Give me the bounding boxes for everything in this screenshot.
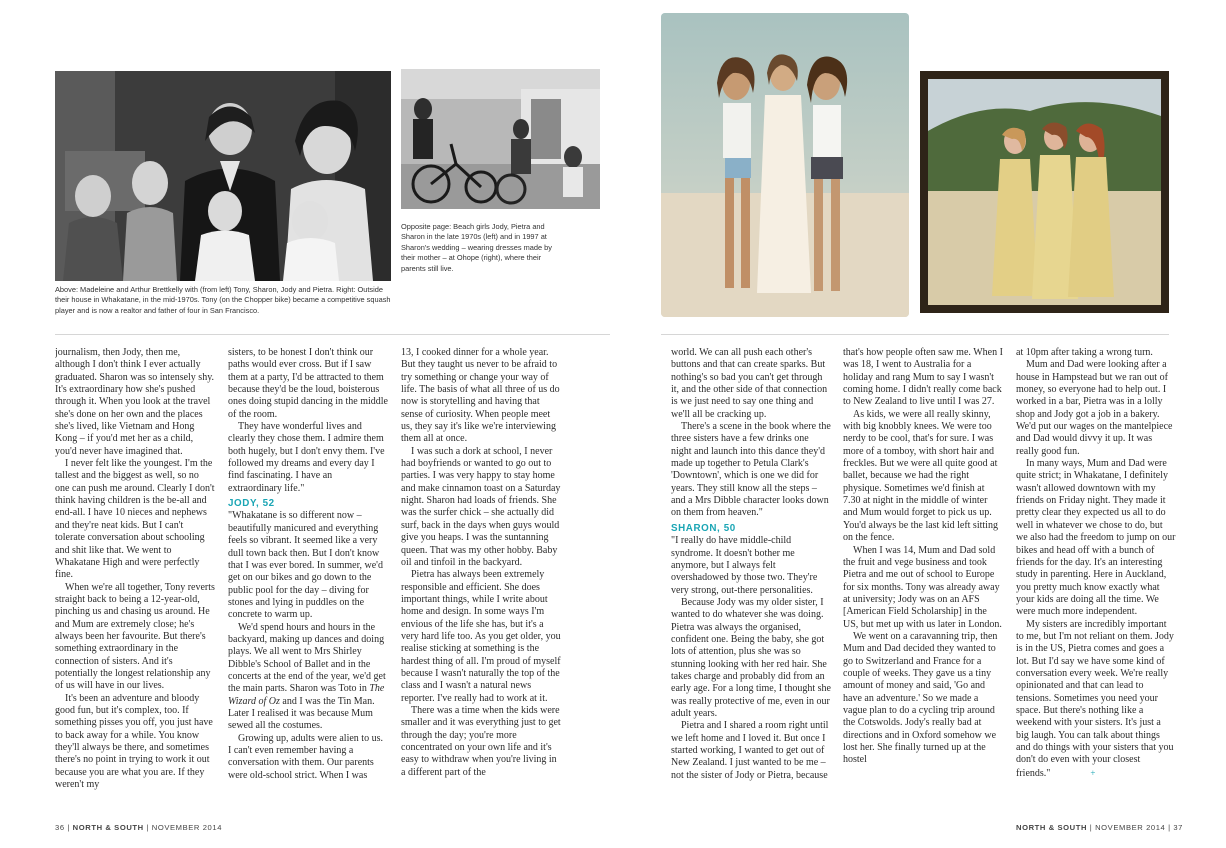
issue-date: NOVEMBER 2014 — [1095, 823, 1166, 832]
paragraph: journalism, then Jody, then me, although I don't think I ever actually graduated. Sharon was so intensely shy. It's extraordinary how she's pushed through it. When you look at the travel she's done on her own and the places she's lived, like Vietnam and Hong Kong – if you'd met her as a child, you'd never have imagined that. — [55, 347, 215, 457]
paragraph: 13, I cooked dinner for a whole year. But they taught us never to be afraid to try something or change your way of life. The basis of what all three of us do now is storytelling and having that sense of curiosity. When people meet us, they say it's like we're interviewing them all at once. — [401, 347, 560, 445]
end-mark-icon: + — [1090, 767, 1096, 778]
sharon-section-heading: SHARON, 50 — [671, 522, 736, 534]
paragraph: We went on a caravanning trip, then Mum and Dad decided they wanted to go to Switzerland and France for a couple of weeks. They gave us a tiny amount of money and said, 'Go and have an adventure.' So we made a vague plan to do a cycling trip around the Cotswolds. Jody's really bad at directions and in Oxford somehow we lost her. She finally turned up at the hostel — [843, 630, 998, 766]
paragraph: Pietra has always been extremely responsible and efficient. She does important things, while I write about home and design. In some ways I'm envious of the life she has, but it's a very hard life too. As you get older, you realise sticking at something is the hardest thing of all. I'm proud of myself because I wasn't naturally the top of the class and I wasn't a natural news reporter. I've really had to work at it. — [401, 569, 561, 704]
paragraph: When I was 14, Mum and Dad sold the fruit and vege business and took Pietra and me out of school to Europe for six months. Tony was already away at university; Jody was on an AFS [American Field Scholarship] in the US, but met up with us later in London. — [843, 544, 1002, 630]
paragraph: Because Jody was my older sister, I wanted to do whatever she was doing. Pietra was always the organised, confident one. Being the baby, she got lots of attention, plus she was so stunning looking with her red hair. She takes charge and probably did from an early age. For a long time, I thought she was really protective of me, even in our adult years. — [671, 596, 831, 719]
issue-date: NOVEMBER 2014 — [151, 823, 223, 832]
right-folio: NORTH & SOUTH | NOVEMBER 2014 | 37 — [1016, 823, 1184, 832]
paragraph: I never felt like the youngest. I'm the tallest and the biggest as well, so no one can push me around. Clearly I don't think having children is the be-all and end-all. I have 10 nieces and nephews and they're neat kids. But I can't tolerate conversation about schooling and shit like that. We went to Whakatane High and were perfectly fine. — [55, 458, 215, 581]
right-page-rule — [661, 334, 1169, 335]
paragraph: My sisters are incredibly important to me, but I'm not reliant on them. Jody is in the US, Pietra comes and goes a lot. But I'd say we have some kind of conversation every week. We're really opinionated and that can lead to tensions. Sometimes you need your space. But there's nothing like a weekend with your sisters. It's just a big laugh. You can talk about things and do things with your sisters that you don't do even with your closest friends." + — [1016, 618, 1174, 779]
left-page-column-1 — [55, 347, 215, 813]
beach-girls-1970s-photo — [661, 13, 909, 317]
paragraph: Mum and Dad were looking after a house in Hampstead but we ran out of money, so everyone had to help out. I worked in a bar, Pietra was in a lolly shop and Jody got a job in a bakery. We'd put our wages on the mantelpiece and Dad would divvy it up. It was really good fun. — [1016, 359, 1173, 457]
paragraph: that's how people often saw me. When I was 18, I went to Australia for a holiday and rang Mum to say I wasn't coming home. I didn't really come back to New Zealand to live until I was 27. — [843, 347, 1003, 408]
page-number: 36 — [55, 823, 65, 832]
magazine-name: NORTH & SOUTH — [1016, 823, 1088, 832]
film-title: The Wizard of Oz — [228, 683, 385, 707]
left-folio: 36 | NORTH & SOUTH | NOVEMBER 2014 — [55, 823, 223, 832]
paragraph: "Whakatane is so different now – beautifully manicured and everything feels so vibrant. It seemed like a very dull town back then. But I don't know that I was ever bored. In summer, we'd get on our bikes and go down to the public pool for the day – diving for stones and lying in puddles on the concrete to warm up. — [228, 510, 383, 621]
paragraph: at 10pm after taking a wrong turn. — [1016, 347, 1153, 358]
wedding-1997-photo — [920, 71, 1169, 313]
paragraph: As kids, we were all really skinny, with big knobbly knees. We were too nerdy to be cool, that's for sure. I was more of a tomboy, with short hair and freckles. But we were all quite good at ballet, because we had the right physique. Sometimes we'd finish at 7.30 at night in the middle of winter and Mum would forget to pick us up. You'd always be the last kid left sitting on the fence. — [843, 408, 998, 544]
left-page-column-3 — [401, 347, 561, 813]
left-page-rule — [55, 334, 610, 335]
right-page-column-1 — [671, 347, 831, 813]
paragraph: Pietra and I shared a room right until we left home and I loved it. But once I started working, I wanted to get out of New Zealand. I just wanted to be me – not the sister of Jody or Pietra, because — [671, 720, 829, 781]
paragraph: I was such a dork at school, I never had boyfriends or wanted to go out to parties. I was very happy to stay home and make cinnamon toast on a Saturday night. Sharon had loads of friends. She was the surfer chick – she actually did surf, back in the days when guys would give you heaps. I was the suntanning queen. That was my other hobby. Baby oil and tinfoil in the backyard. — [401, 445, 561, 568]
photo-caption-left: Above: Madeleine and Arthur Brettkelly with (from left) Tony, Sharon, Jody and Pietra. Right: Outside their house in Whakatane, in the mid-1970s. Tony (on the Chopper bike) became a competitive squash player and is now a realtor and father of four in San Francisco. — [55, 285, 391, 315]
paragraph: In many ways, Mum and Dad were quite strict; in Whakatane, I definitely wasn't allowed downtown with my friends on Friday night. They made it pretty clear they expected us all to do well in whatever we chose to do, but we also had the freedom to jump on our bikes and head off with a bunch of friends for the day. It's an interesting study in parenting. Here in Auckland, you pretty much know exactly what your kids are doing all the time. We were much more independent. — [1016, 458, 1176, 618]
paragraph: It's been an adventure and bloody good fun, but it's complex, too. If something pisses you off, you just have to back away for a while. You know they'll always be there, and sometimes there's no point in trying to work it out because you are what you are. If they weren't my — [55, 692, 213, 791]
page-number: 37 — [1173, 823, 1184, 832]
magazine-name: NORTH & SOUTH — [72, 823, 144, 832]
family-portrait-photo — [55, 71, 391, 281]
right-page-column-2 — [843, 347, 1003, 813]
paragraph: world. We can all push each other's buttons and that can create sparks. But nothing's so bad you can't get through it, and the other side of that connection is we just need to say one thing and we'll all be cracking up. — [671, 347, 828, 420]
right-page-column-3 — [1016, 347, 1176, 813]
jody-section-heading: JODY, 52 — [228, 498, 275, 510]
chopper-bike-photo — [401, 69, 600, 209]
paragraph: Growing up, adults were alien to us. I can't even remember having a conversation with them. Our parents were old-school strict. When I was — [228, 732, 383, 781]
paragraph: They have wonderful lives and clearly they chose them. I admire them both hugely, but I don't envy them. I've followed my dreams and every day I find fascinating. I have an extraordinary life." — [228, 421, 385, 494]
photo-caption-right: Opposite page: Beach girls Jody, Pietra and Sharon in the late 1970s (left) and in 1997 at Sharon's wedding – wearing dresses made by their mother – at Ohope (right), where their parents still live. — [401, 222, 552, 273]
paragraph: "I really do have middle-child syndrome. It doesn't bother me anymore, but I always felt overshadowed by those two. They're very strong, out-there personalities. — [671, 535, 818, 596]
paragraph: sisters, to be honest I don't think our paths would ever cross. But if I saw them at a party, I'd be attracted to them because they'd be the loud, boisterous ones doing stupid dancing in the middle of the room. — [228, 347, 388, 420]
paragraph: We'd spend hours and hours in the backyard, making up dances and doing plays. We all went to Mrs Shirley Dibble's School of Ballet and in the concerts at the end of the year, we'd get the main parts. Sharon was Toto in The Wizard of Oz and I was the Tin Man. Later I realised it was because Mum sewed all the costumes. — [228, 621, 386, 732]
left-page-column-2 — [228, 347, 388, 813]
paragraph: When we're all together, Tony reverts straight back to being a 12-year-old, pinching us and chasing us around. He and Mum are extremely close; he's always been her favourite. But there's something extraordinary in the connection of sisters. And it's potentially the longest relationship any of us will have in our lives. — [55, 581, 215, 692]
paragraph: There was a time when the kids were smaller and it was everything just to get through the day; you're more concentrated on your own life and it's easy to withdraw when you're living in a different part of the — [401, 704, 561, 778]
paragraph: There's a scene in the book where the three sisters have a few drinks one night and launch into this dance they'd made up together to Petula Clark's 'Downtown', which is one we did for years. They still know all the steps – and a Mrs Dibble character looks down on them from heaven." — [671, 421, 831, 519]
